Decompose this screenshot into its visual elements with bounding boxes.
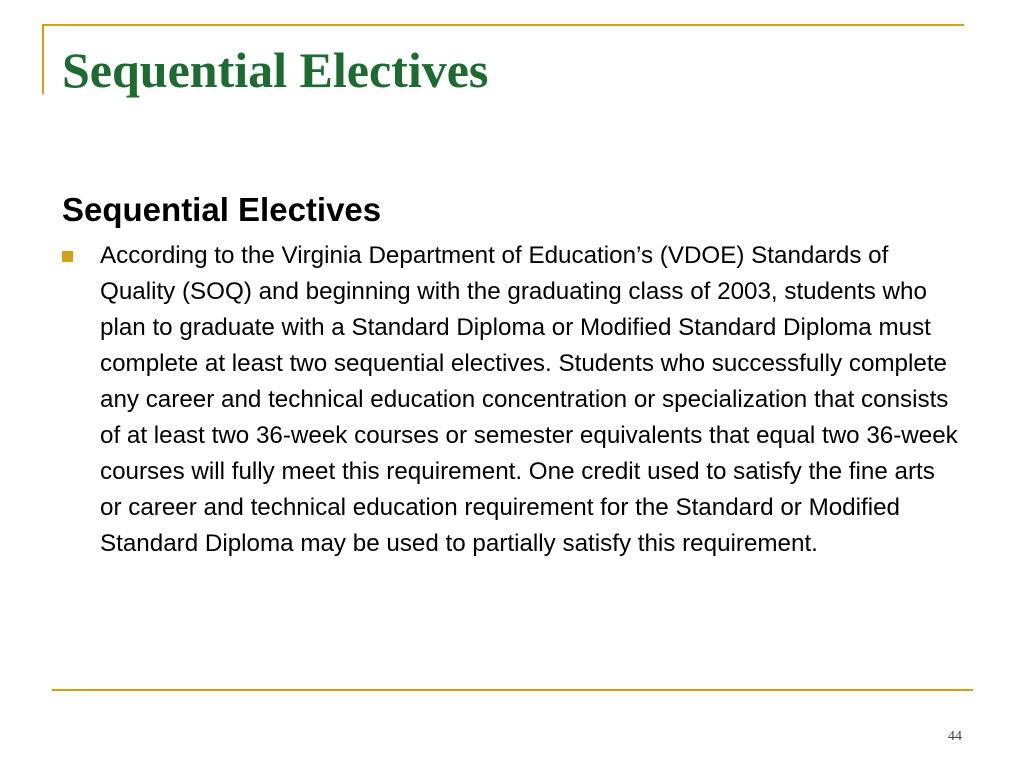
section-heading: Sequential Electives [62, 191, 382, 228]
slide-title: Sequential Electives [62, 42, 489, 98]
frame-left-rule [42, 24, 44, 94]
page-number: 44 [948, 729, 962, 744]
bullet-text: According to the Virginia Department of Education’s (VDOE) Standards of Quality (SOQ) and beginning with the graduating class of 2003, students who plan to graduate with a Standard Diploma or Modified Standard Diploma must complete at least two sequential electives. Students who successfully complete any career and technical education concentration or specialization that consists of at least two 36-week courses or semester equivalents that equal two 36-week courses will fully meet this requirement. One credit used to satisfy the fine arts or career and technical education requirement for the Standard or Modified Standard Diploma may be used to partially satisfy this requirement. [100, 242, 958, 557]
frame-top-rule [42, 24, 964, 26]
frame-bottom-rule [52, 689, 973, 691]
bullet-item [62, 238, 962, 562]
square-bullet-icon [62, 251, 73, 262]
slide-content [62, 188, 962, 562]
